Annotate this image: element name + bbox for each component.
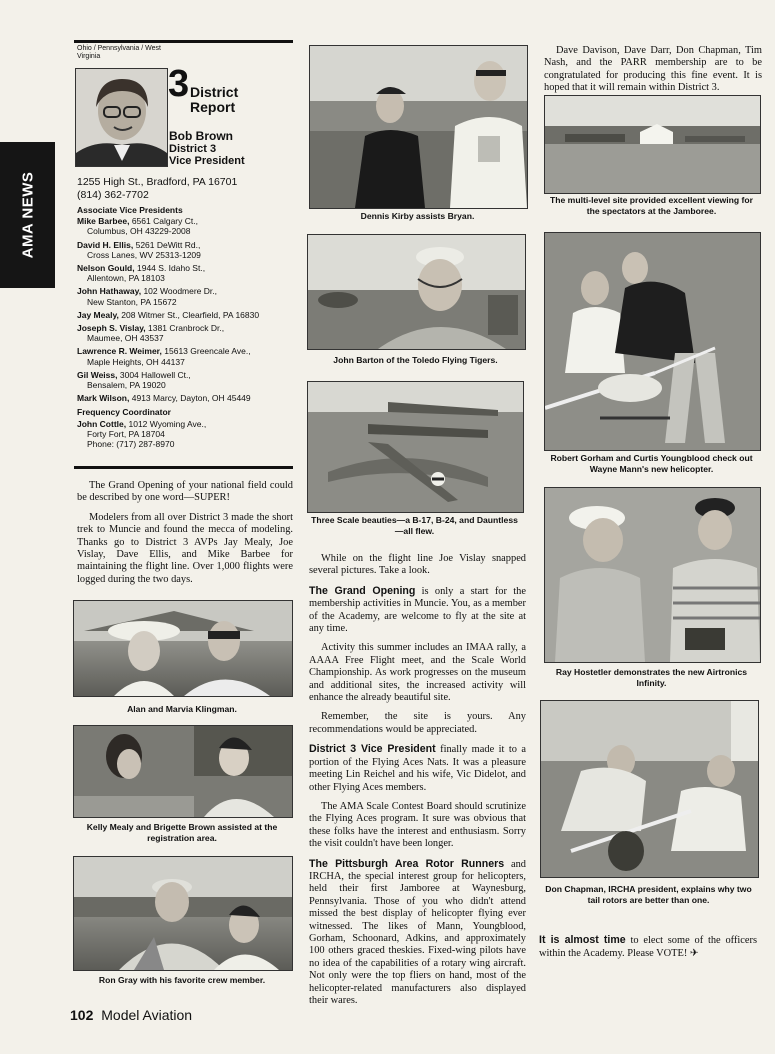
paragraph: The AMA Scale Contest Board should scrutinize the Flying Aces program. It sure was obvious that these folks have the interest and enthusiasm. Sorry the visit couldn't have been longer. xyxy=(309,800,526,850)
freq-header: Frequency Coordinator xyxy=(77,407,171,418)
officers-list xyxy=(77,205,299,449)
sidebar-tab xyxy=(0,142,55,288)
paragraph: Modelers from all over District 3 made the short trek to Muncie and found the mecca of modeling. Thanks go to District 3 AVPs Jay Mealy, Joe Vislay, Dave Ellis, and Mike Barbee for maintaining the flight line. Over 1,000 flights were logged during the two days. xyxy=(77,511,293,585)
photo-klingman xyxy=(73,600,293,697)
magazine-name: Model Aviation xyxy=(101,1007,193,1023)
caption-registration: Kelly Mealy and Brigette Brown assisted at the registration area. xyxy=(86,822,278,843)
avp-entry: Lawrence R. Weimer, 15613 Greencale Ave., Maple Heights, OH 44137 xyxy=(77,346,251,367)
vp-district: District 3 xyxy=(169,143,217,155)
sidebar-tab-label: AMA NEWS xyxy=(19,171,36,259)
paragraph: It is almost time to elect some of the officers within the Academy. Please VOTE! ✈ xyxy=(539,934,757,960)
avp-header: Associate Vice Presidents xyxy=(77,205,183,215)
paragraph: District 3 Vice President finally made it to a portion of the Flying Aces Nats. It was a pleasure meeting Lin Reichel and his wife, Vic Didelot, and other Flying Aces members. xyxy=(309,743,526,793)
section-rule xyxy=(74,466,293,469)
paragraph: Activity this summer includes an IMAA rally, a AAAA Free Flight meet, and the Scale World Championship. As work progresses on the museum and additional sites, the increased activity will enhance the already beautiful site. xyxy=(309,642,526,704)
photo-gorham-youngblood xyxy=(544,232,761,451)
airplane-icon: ✈ xyxy=(689,947,699,960)
photo-john-barton xyxy=(307,234,526,350)
district-region: Ohio / Pennsylvania / West Virginia xyxy=(77,45,161,60)
photo-don-chapman xyxy=(540,700,759,878)
caption-don-chapman: Don Chapman, IRCHA president, explains why two tail rotors are better than one. xyxy=(545,884,752,905)
avp-entry: Nelson Gould, 1944 S. Idaho St., Allentown, PA 18103 xyxy=(77,263,206,284)
article-col3-bottom xyxy=(539,934,757,968)
district-number: 3 xyxy=(168,63,190,105)
caption-ron-gray: Ron Gray with his favorite crew member. xyxy=(98,975,266,985)
avp-entry: David H. Ellis, 5261 DeWitt Rd., Cross Lanes, WV 25313-1209 xyxy=(77,239,201,260)
vp-name: Bob Brown xyxy=(169,129,233,143)
page-number: 102 xyxy=(70,1007,94,1023)
vp-title: Vice President xyxy=(169,155,245,167)
page-footer xyxy=(70,1007,192,1023)
avp-entry: Mike Barbee, 6561 Calgary Ct., Columbus, OH 43229-2008 xyxy=(77,216,198,237)
vp-portrait-photo xyxy=(75,68,168,167)
caption-scale-planes: Three Scale beauties—a B-17, B-24, and Dauntless—all flew. xyxy=(311,515,518,536)
header-rule xyxy=(74,40,293,43)
paragraph: The Grand Opening of your national field could be described by one word—SUPER! xyxy=(77,480,293,504)
paragraph: The Grand Opening is only a start for the membership activities in Muncie. You, as a member of the Academy, are welcome to fly at the site at any time. xyxy=(309,584,526,635)
photo-multi-level-site xyxy=(544,95,761,194)
caption-john-barton: John Barton of the Toledo Flying Tigers. xyxy=(333,355,498,365)
caption-klingman: Alan and Marvia Klingman. xyxy=(127,704,237,714)
caption-multi-level-site: The multi-level site provided excellent viewing for the spectators at the Jamboree. xyxy=(550,195,753,216)
caption-gorham-youngblood: Robert Gorham and Curtis Youngblood check out Wayne Mann's new helicopter. xyxy=(550,453,753,474)
caption-dennis-kirby: Dennis Kirby assists Bryan. xyxy=(360,211,475,221)
paragraph: While on the flight line Joe Vislay snapped several pictures. Take a look. xyxy=(309,553,526,577)
vp-phone: (814) 362-7702 xyxy=(77,189,149,201)
district-title-2: Report xyxy=(190,99,236,115)
photo-ron-gray xyxy=(73,856,293,971)
freq-entry: John Cottle, 1012 Wyoming Ave., Forty Fort, PA 18704 Phone: (717) 287-8970 xyxy=(77,418,207,450)
avp-entry: Jay Mealy, 208 Witmer St., Clearfield, PA 16830 xyxy=(77,309,260,320)
article-col1 xyxy=(77,480,293,593)
avp-entry: John Hathaway, 102 Woodmere Dr., New Stanton, PA 15672 xyxy=(77,286,217,307)
avp-entry: Gil Weiss, 3004 Hallowell Ct., Bensalem, PA 19020 xyxy=(77,369,191,391)
photo-ray-hostetler xyxy=(544,487,761,663)
vp-address: 1255 High St., Bradford, PA 16701 xyxy=(77,176,238,188)
article-col3-top xyxy=(544,45,762,102)
paragraph: Dave Davison, Dave Darr, Don Chapman, Tim Nash, and the PARR membership are to be congratulated for producing this fine event. It is hoped that it will remain within District 3. xyxy=(544,45,762,94)
district-title-1: District xyxy=(190,84,239,100)
avp-entry: Mark Wilson, 4913 Marcy, Dayton, OH 45449 xyxy=(77,393,251,404)
caption-ray-hostetler: Ray Hostetler demonstrates the new Airtronics Infinity. xyxy=(555,667,748,688)
paragraph: Remember, the site is yours. Any recommendations would be appreciated. xyxy=(309,711,526,735)
article-col2 xyxy=(309,553,526,1014)
paragraph: The Pittsburgh Area Rotor Runners and IRCHA, the special interest group for helicopters, held their first Jamboree at Waynesburg, Pennsylvania. Those of you who didn't attend missed the best display of helicopter flying ever witnessed. The likes of Mann, Youngblood, Gorham, Schoonard, Adkins, and approximately 100 others graced theskies. Fixed-wing pilots have no idea of the capabilities of a rotary wing aircraft. Not only were the top fliers on hand, most of the helicopter-related manufacturers also displayed their wares. xyxy=(309,857,526,1006)
photo-scale-planes xyxy=(307,381,524,513)
avp-entry: Joseph S. Vislay, 1381 Cranbrock Dr., Maumee, OH 43537 xyxy=(77,323,225,344)
photo-registration xyxy=(73,725,293,818)
photo-dennis-kirby xyxy=(309,45,528,209)
